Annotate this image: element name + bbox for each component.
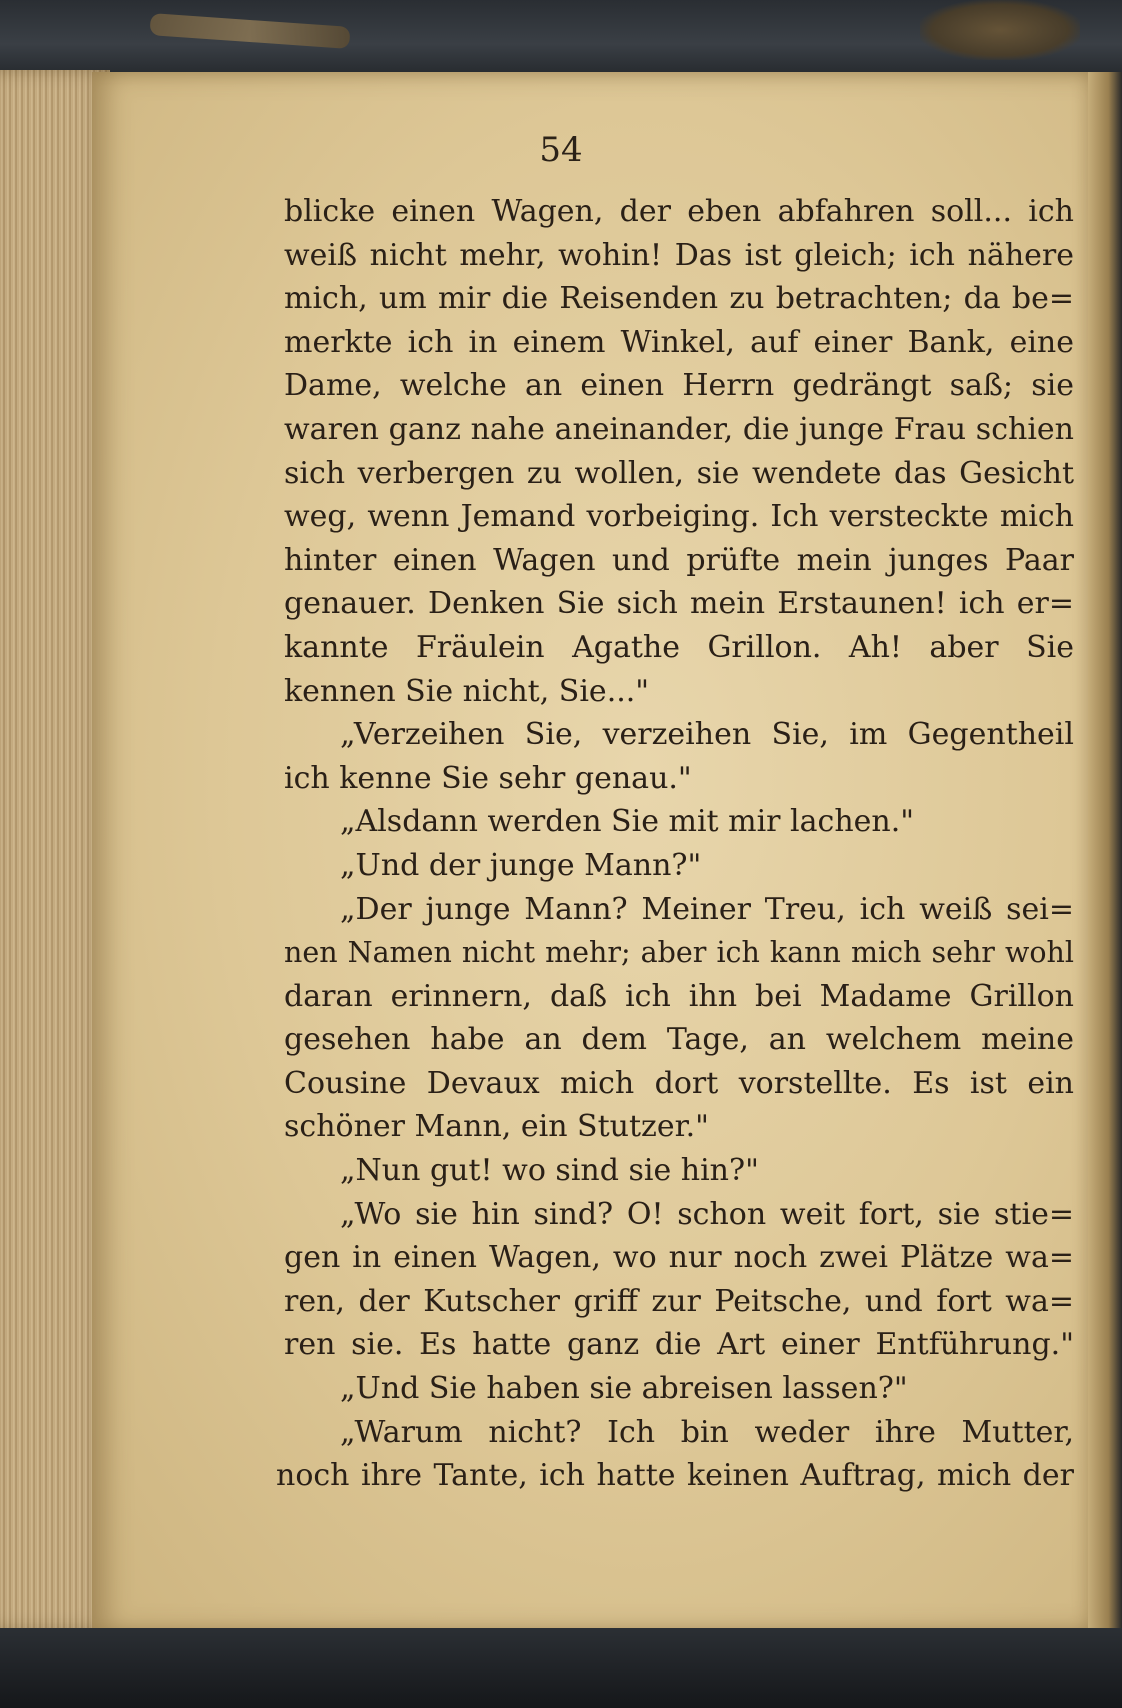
page-edge-right [1088, 72, 1122, 1632]
text-line: kennen Sie nicht, Sie..." [284, 673, 650, 709]
text-line: ren sie. Es hatte ganz die Art einer Entführung." [284, 1327, 1074, 1363]
text-line: gen in einen Wagen, wo nur noch zwei Plätze wa= [284, 1240, 1074, 1276]
text-line: Cousine Devaux mich dort vorstellte. Es ist ein [284, 1065, 1074, 1101]
text-line: „Alsdann werden Sie mit mir lachen." [340, 804, 915, 840]
text-line: Dame, welche an einen Herrn gedrängt saß; sie [284, 368, 1074, 404]
text-line: kannte Fräulein Agathe Grillon. Ah! aber Sie [284, 629, 1074, 665]
book-cover-bottom [0, 1628, 1122, 1708]
text-line: blicke einen Wagen, der eben abfahren soll... ich [284, 194, 1074, 229]
text-line: waren ganz nahe aneinander, die junge Frau schien [284, 411, 1074, 447]
text-line: weiß nicht mehr, wohin! Das ist gleich; ich nähere [284, 237, 1074, 273]
text-line: weg, wenn Jemand vorbeiging. Ich versteckte mich [284, 499, 1074, 535]
text-line: daran erinnern, daß ich ihn bei Madame Grillon [284, 978, 1074, 1014]
text-line: noch ihre Tante, ich hatte keinen Auftrag, mich der [276, 1458, 1074, 1494]
text-line: „Warum nicht? Ich bin weder ihre Mutter, [340, 1414, 1074, 1450]
text-line: „Nun gut! wo sind sie hin?" [340, 1153, 759, 1189]
text-line: hinter einen Wagen und prüfte mein junges Paar [284, 542, 1074, 578]
text-line: „Und Sie haben sie abreisen lassen?" [340, 1371, 908, 1407]
text-line: schöner Mann, ein Stutzer." [284, 1109, 709, 1145]
text-line: mich, um mir die Reisenden zu betrachten; da be= [284, 281, 1074, 317]
body-text [276, 190, 1074, 1498]
text-line: ren, der Kutscher griff zur Peitsche, und fort wa= [284, 1283, 1074, 1319]
text-line: ich kenne Sie sehr genau." [284, 760, 692, 796]
text-line: „Verzeihen Sie, verzeihen Sie, im Gegentheil [340, 717, 1074, 753]
text-line: „Und der junge Mann?" [340, 847, 702, 883]
text-line: gesehen habe an dem Tage, an welchem meine [284, 1022, 1074, 1058]
page-number: 54 [539, 130, 583, 170]
binding-thread-knot [920, 0, 1080, 60]
text-line: „Wo sie hin sind? O! schon weit fort, sie stie= [340, 1196, 1074, 1232]
text-line: „Der junge Mann? Meiner Treu, ich weiß sei= [340, 891, 1074, 927]
text-line: genauer. Denken Sie sich mein Erstaunen! ich er= [284, 586, 1074, 622]
text-line: nen Namen nicht mehr; aber ich kann mich sehr wohl [284, 936, 1074, 970]
text-line: merkte ich in einem Winkel, auf einer Bank, eine [284, 324, 1074, 360]
text-line: sich verbergen zu wollen, sie wendete das Gesicht [284, 455, 1074, 491]
